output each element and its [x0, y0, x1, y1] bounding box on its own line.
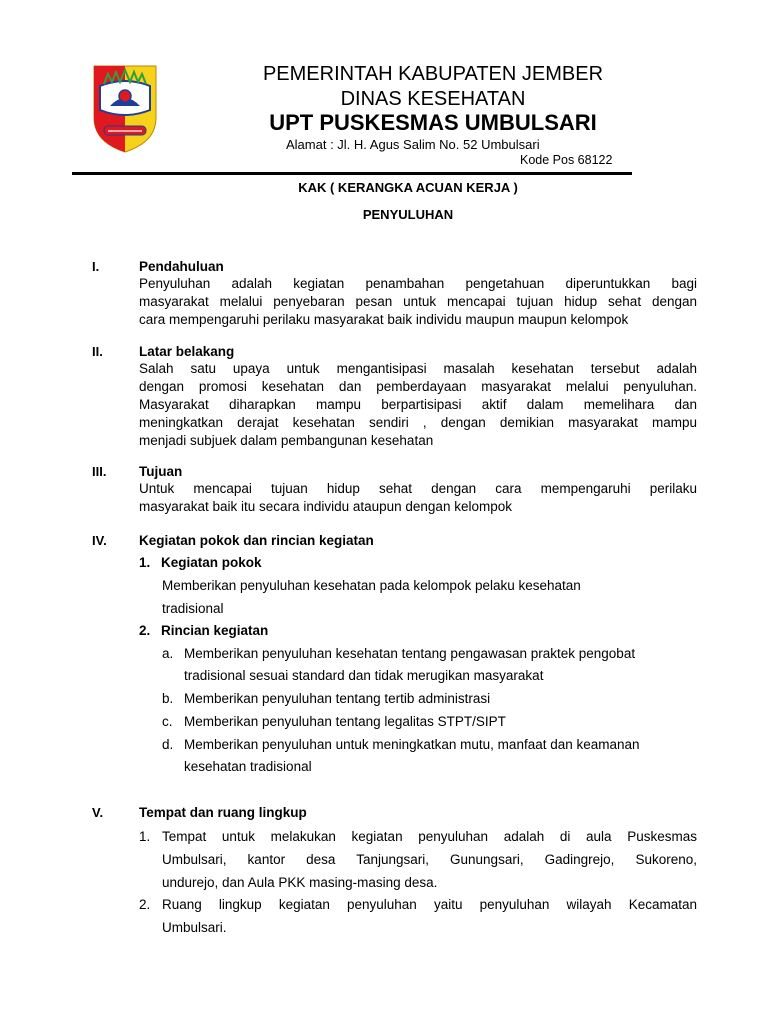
letterhead-postcode: Kode Pos 68122 — [520, 153, 613, 167]
section-heading: Tempat dan ruang lingkup — [139, 805, 307, 820]
subsection-heading — [139, 553, 262, 573]
section-number: I. — [92, 259, 100, 274]
paragraph-line: Untuk mencapai tujuan hidup sehat dengan cara mempengaruhi perilaku — [139, 481, 697, 496]
section-body — [139, 360, 697, 450]
section-number: II. — [92, 344, 103, 359]
paragraph-line: tradisional — [162, 601, 224, 616]
jember-regency-emblem-icon — [90, 62, 160, 154]
paragraph-line: Masyarakat diharapkan mampu berpartisipasi aktif dalam memelihara dan — [139, 397, 697, 412]
list-text: Umbulsari, kantor desa Tanjungsari, Gunungsari, Gadingrejo, Sukoreno, — [162, 852, 697, 867]
paragraph-line: masyarakat baik itu secara individu ataupun dengan kelompok — [139, 499, 512, 514]
list-text: Tempat untuk melakukan kegiatan penyuluhan adalah di aula Puskesmas — [162, 829, 697, 844]
letterhead-divider — [72, 172, 632, 175]
document-title: KAK ( KERANGKA ACUAN KERJA ) — [298, 180, 518, 195]
section-heading: Tujuan — [139, 464, 183, 479]
list-text: undurejo, dan Aula PKK masing-masing desa. — [162, 875, 438, 890]
letterhead-government: PEMERINTAH KABUPATEN JEMBER — [262, 63, 604, 85]
list-text: Memberikan penyuluhan tentang tertib administrasi — [184, 691, 491, 706]
section-body — [139, 480, 697, 516]
section-number: IV. — [92, 533, 107, 548]
subsection-heading — [139, 621, 268, 641]
document-subtitle: PENYULUHAN — [362, 207, 454, 222]
paragraph-line: cara mempengaruhi perilaku masyarakat baik individu maupun maupun kelompok — [139, 312, 629, 327]
letterhead-address: Alamat : Jl. H. Agus Salim No. 52 Umbulsari — [286, 137, 540, 152]
section-heading: Kegiatan pokok dan rincian kegiatan — [139, 533, 374, 548]
list-letter: d. — [162, 737, 174, 752]
section-heading: Latar belakang — [139, 344, 235, 359]
list-text: Memberikan penyuluhan kesehatan tentang pengawasan praktek pengobat — [184, 646, 636, 661]
letterhead-organization: UPT PUSKESMAS UMBULSARI — [269, 110, 597, 135]
paragraph-line: menjadi subjuek dalam pembangunan kesehatan — [139, 433, 434, 448]
list-text: Memberikan penyuluhan untuk meningkatkan mutu, manfaat dan keamanan — [184, 737, 640, 752]
paragraph-line: meningkatkan derajat kesehatan sendiri , dengan demikian masyarakat mampu — [139, 415, 697, 430]
section-number: III. — [92, 464, 107, 479]
paragraph-line: masyarakat melalui penyebaran pesan untuk mencapai tujuan hidup sehat dengan — [139, 294, 697, 309]
list-text: tradisional sesuai standard dan tidak merugikan masyarakat — [184, 668, 544, 683]
section-number: V. — [92, 805, 104, 820]
subsection-title: Rincian kegiatan — [161, 623, 269, 638]
list-text: Umbulsari. — [162, 920, 227, 935]
subsection-title: Kegiatan pokok — [161, 555, 262, 570]
letterhead-department: DINAS KESEHATAN — [340, 88, 526, 110]
list-letter: a. — [162, 646, 174, 661]
paragraph-line: dengan promosi kesehatan dan pemberdayaan masyarakat melalui penyuluhan. — [139, 379, 697, 394]
list-letter: c. — [162, 714, 173, 729]
list-text: Memberikan penyuluhan tentang legalitas STPT/SIPT — [184, 714, 506, 729]
paragraph-line: Memberikan penyuluhan kesehatan pada kelompok pelaku kesehatan — [162, 578, 581, 593]
section-heading: Pendahuluan — [139, 259, 224, 274]
subsection-number: 2. — [139, 623, 151, 638]
list-number: 2. — [139, 897, 151, 912]
list-number: 1. — [139, 829, 151, 844]
section-body — [139, 275, 697, 329]
subsection-number: 1. — [139, 555, 151, 570]
paragraph-line: Penyuluhan adalah kegiatan penambahan pengetahuan diperuntukkan bagi — [139, 276, 697, 291]
list-text: Ruang lingkup kegiatan penyuluhan yaitu penyuluhan wilayah Kecamatan — [162, 897, 697, 912]
list-letter: b. — [162, 691, 174, 706]
subsection-body — [162, 574, 697, 620]
list-text: kesehatan tradisional — [184, 759, 312, 774]
paragraph-line: Salah satu upaya untuk mengantisipasi masalah kesehatan tersebut adalah — [139, 361, 697, 376]
